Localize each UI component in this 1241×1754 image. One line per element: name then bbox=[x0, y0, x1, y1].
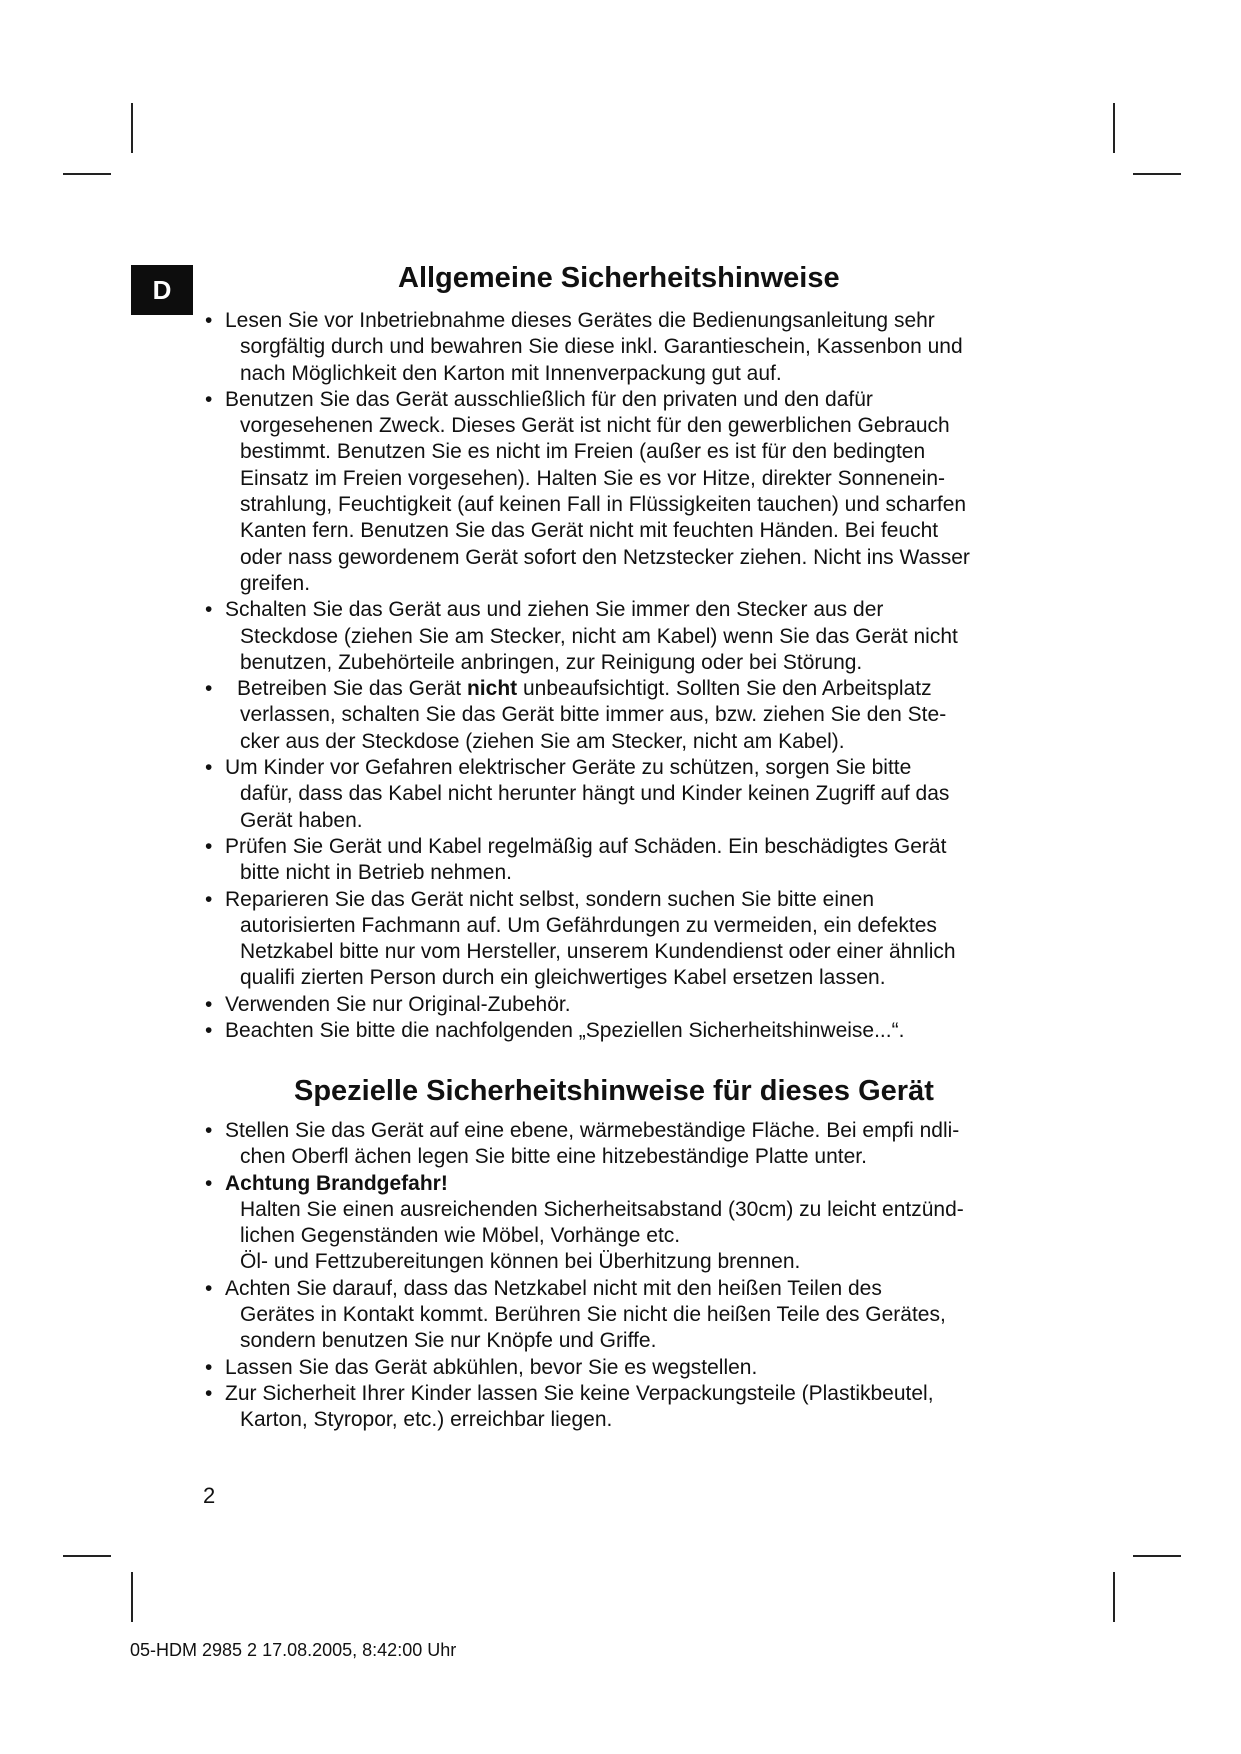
list-item-line bbox=[225, 676, 1050, 702]
list-item-line: Benutzen Sie das Gerät ausschließlich für den privaten und den dafür bbox=[225, 387, 873, 411]
bullet: • bbox=[205, 1119, 213, 1142]
print-footer: 05-HDM 2985 2 17.08.2005, 8:42:00 Uhr bbox=[130, 1640, 457, 1660]
list-item bbox=[205, 597, 1050, 676]
list-item-line: Steckdose (ziehen Sie am Stecker, nicht am Kabel) wenn Sie das Gerät nicht bbox=[240, 624, 958, 648]
bullet: • bbox=[205, 756, 213, 780]
list-item bbox=[205, 834, 1050, 887]
list-item-line: bestimmt. Benutzen Sie es nicht im Freien (außer es ist für den bedingten bbox=[240, 440, 926, 464]
list-item-line: Halten Sie einen ausreichenden Sicherheitsabstand (30cm) zu leicht entzünd- bbox=[240, 1197, 964, 1221]
bullet: • bbox=[205, 1381, 213, 1405]
list-item-line: benutzen, Zubehörteile anbringen, zur Reinigung oder bei Störung. bbox=[240, 650, 863, 674]
list-item-line: Lesen Sie vor Inbetriebnahme dieses Gerätes die Bedienungsanleitung sehr bbox=[225, 309, 935, 332]
list-item-line: Gerätes in Kontakt kommt. Berühren Sie nicht die heißen Teile des Gerätes, bbox=[240, 1303, 946, 1327]
general-safety-list bbox=[205, 308, 1050, 1044]
list-item bbox=[205, 1355, 1050, 1381]
list-item-line: strahlung, Feuchtigkeit (auf keinen Fall in Flüssigkeiten tauchen) und scharfen bbox=[240, 493, 967, 517]
list-item-line: autorisierten Fachmann auf. Um Gefährdungen zu vermeiden, ein defektes bbox=[240, 913, 937, 937]
crop-mark-bottom-left-vertical bbox=[131, 1572, 133, 1622]
list-item-line: verlassen, schalten Sie das Gerät bitte immer aus, bzw. ziehen Sie den Ste- bbox=[240, 703, 947, 727]
list-item-line: Verwenden Sie nur Original-Zubehör. bbox=[225, 992, 571, 1016]
bullet: • bbox=[205, 387, 213, 411]
list-item bbox=[205, 387, 1050, 597]
list-item-line: sorgfältig durch und bewahren Sie diese inkl. Garantieschein, Kassenbon und bbox=[240, 335, 963, 359]
list-item-line: Beachten Sie bitte die nachfolgenden „Speziellen Sicherheitshinweise...“. bbox=[225, 1019, 905, 1043]
list-item-line: qualifi zierten Person durch ein gleichwertiges Kabel ersetzen lassen. bbox=[240, 966, 886, 990]
list-item-line: greifen. bbox=[240, 571, 311, 595]
list-item-line: Kanten fern. Benutzen Sie das Gerät nicht mit feuchten Händen. Bei feucht bbox=[240, 519, 939, 543]
list-item-line: chen Oberfl ächen legen Sie bitte eine hitzebeständige Platte unter. bbox=[240, 1145, 867, 1169]
list-item-line: nach Möglichkeit den Karton mit Innenverpackung gut auf. bbox=[240, 361, 782, 385]
list-item bbox=[205, 1381, 1050, 1434]
section-title-general-safety: Allgemeine Sicherheitshinweise bbox=[398, 262, 840, 294]
list-item-line: sondern benutzen Sie nur Knöpfe und Griffe. bbox=[240, 1329, 657, 1353]
bullet: • bbox=[205, 992, 213, 1016]
list-item bbox=[205, 1018, 1050, 1044]
warning-heading-text: Achtung Brandgefahr! bbox=[225, 1171, 448, 1195]
section-title-special-safety: Spezielle Sicherheitshinweise für dieses Gerät bbox=[294, 1075, 934, 1107]
text-run: unbeaufsichtigt. Sollten Sie den Arbeitsplatz bbox=[523, 677, 932, 701]
emphasis-not: nicht bbox=[466, 677, 518, 701]
list-item bbox=[205, 1276, 1050, 1355]
bullet: • bbox=[205, 1019, 213, 1043]
list-item-line: Um Kinder vor Gefahren elektrischer Geräte zu schützen, sorgen Sie bitte bbox=[225, 756, 912, 780]
crop-mark-bottom-left-horizontal bbox=[63, 1555, 111, 1557]
crop-mark-top-left-vertical bbox=[131, 103, 133, 153]
list-item-line: Öl- und Fettzubereitungen können bei Überhitzung brennen. bbox=[240, 1250, 801, 1274]
list-item-line: cker aus der Steckdose (ziehen Sie am Stecker, nicht am Kabel). bbox=[240, 729, 845, 753]
list-item-line: oder nass gewordenem Gerät sofort den Netzstecker ziehen. Nicht ins Wasser bbox=[240, 545, 970, 569]
list-item bbox=[205, 308, 1050, 387]
list-item-line: Achten Sie darauf, dass das Netzkabel nicht mit den heißen Teilen des bbox=[225, 1276, 882, 1300]
list-item-line: Einsatz im Freien vorgesehen). Halten Sie es vor Hitze, direkter Sonnenein- bbox=[240, 466, 945, 490]
bullet: • bbox=[205, 834, 213, 858]
crop-mark-top-right-horizontal bbox=[1133, 173, 1181, 175]
list-item bbox=[205, 1171, 1050, 1276]
bullet: • bbox=[205, 1171, 213, 1195]
list-item bbox=[205, 887, 1050, 992]
list-item-line: Schalten Sie das Gerät aus und ziehen Sie immer den Stecker aus der bbox=[225, 598, 884, 622]
bullet: • bbox=[205, 598, 213, 622]
crop-mark-bottom-right-horizontal bbox=[1133, 1555, 1181, 1557]
page-number: 2 bbox=[203, 1483, 216, 1508]
bullet: • bbox=[205, 677, 213, 701]
language-tab: D bbox=[131, 265, 193, 315]
list-item bbox=[205, 755, 1050, 834]
bullet: • bbox=[205, 309, 213, 332]
bullet: • bbox=[205, 887, 213, 911]
list-item-line: dafür, dass das Kabel nicht herunter hängt und Kinder keinen Zugriff auf das bbox=[240, 782, 950, 806]
bullet: • bbox=[205, 1276, 213, 1300]
list-item-line: Zur Sicherheit Ihrer Kinder lassen Sie keine Verpackungsteile (Plastikbeutel, bbox=[225, 1381, 934, 1405]
list-item-line: vorgesehenen Zweck. Dieses Gerät ist nicht für den gewerblichen Gebrauch bbox=[240, 414, 950, 438]
list-item-line: lichen Gegenständen wie Möbel, Vorhänge etc. bbox=[240, 1224, 681, 1248]
special-safety-list bbox=[205, 1118, 1050, 1434]
crop-mark-top-right-vertical bbox=[1113, 103, 1115, 153]
list-item bbox=[205, 992, 1050, 1018]
bullet: • bbox=[205, 1355, 213, 1379]
crop-mark-bottom-right-vertical bbox=[1113, 1572, 1115, 1622]
crop-mark-top-left-horizontal bbox=[63, 173, 111, 175]
list-item-line: Reparieren Sie das Gerät nicht selbst, sondern suchen Sie bitte einen bbox=[225, 887, 875, 911]
fire-hazard-warning-heading bbox=[225, 1171, 1050, 1197]
list-item bbox=[205, 676, 1050, 755]
list-item bbox=[205, 1118, 1050, 1171]
list-item-line: Netzkabel bitte nur vom Hersteller, unserem Kundendienst oder einer ähnlich bbox=[240, 940, 956, 964]
list-item-line: Gerät haben. bbox=[240, 808, 363, 832]
list-item-line: Lassen Sie das Gerät abkühlen, bevor Sie es wegstellen. bbox=[225, 1355, 758, 1379]
list-item-line: Karton, Styropor, etc.) erreichbar liegen. bbox=[240, 1408, 613, 1432]
list-item-line: Stellen Sie das Gerät auf eine ebene, wärmebeständige Fläche. Bei empfi ndli- bbox=[225, 1119, 960, 1142]
text-run: Betreiben Sie das Gerät bbox=[237, 677, 462, 701]
list-item-line: Prüfen Sie Gerät und Kabel regelmäßig auf Schäden. Ein beschädigtes Gerät bbox=[225, 834, 947, 858]
list-item-line: bitte nicht in Betrieb nehmen. bbox=[240, 861, 512, 885]
